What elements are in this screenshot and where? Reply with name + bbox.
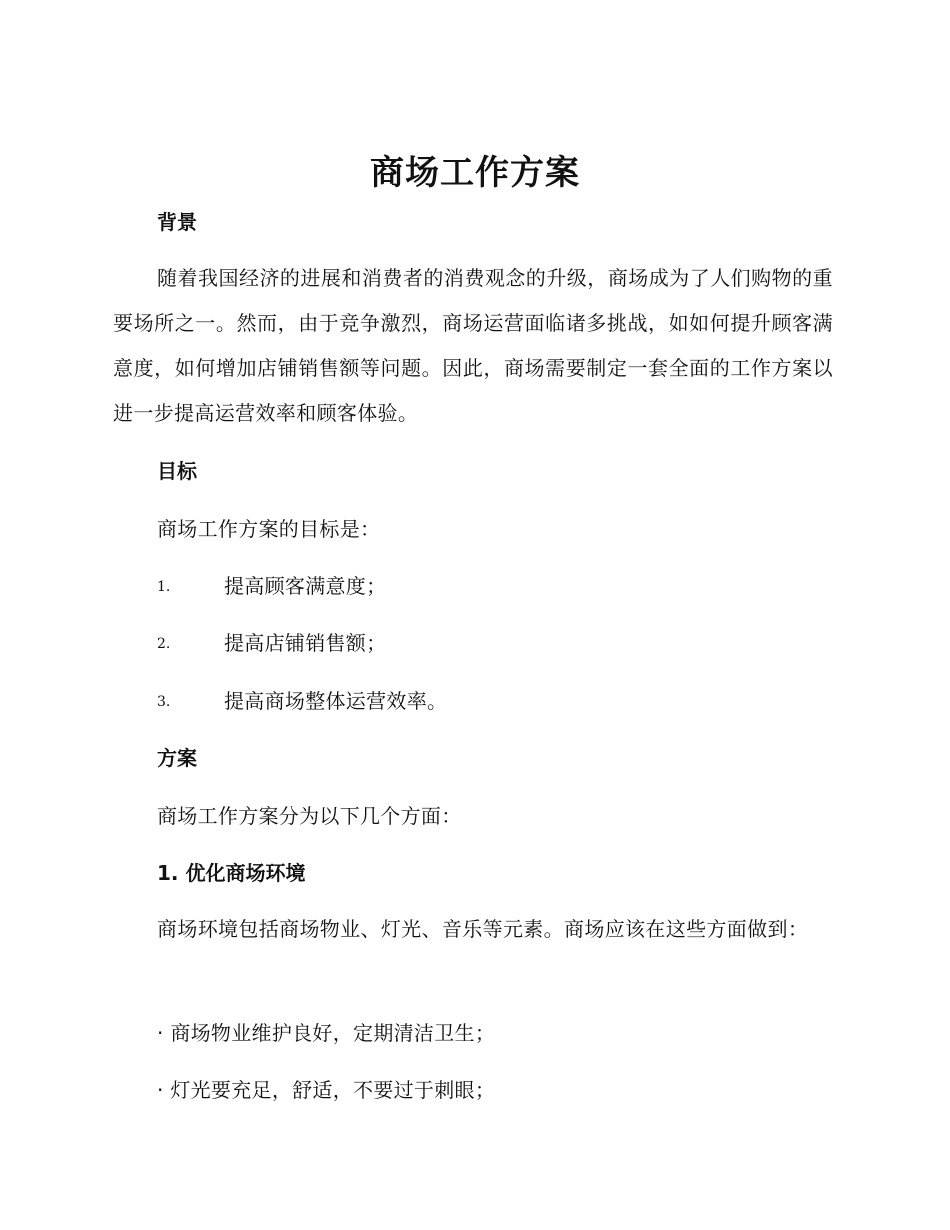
section-heading-plan: 方案 [157, 746, 197, 770]
background-paragraph: 随着我国经济的进展和消费者的消费观念的升级，商场成为了人们购物的重要场所之一。然而，由于竞争激烈，商场运营面临诸多挑战，如如何提升顾客满意度，如何增加店铺销售额等问题。因此，商场需要制定一套全面的工作方案以进一步提高运营效率和顾客体验。 [113, 266, 833, 425]
goal-list-item [157, 571, 837, 601]
goals-intro: 商场工作方案的目标是： [157, 517, 381, 541]
plan-intro: 商场工作方案分为以下几个方面： [157, 804, 462, 828]
subsection-paragraph: 商场环境包括商场物业、灯光、音乐等元素。商场应该在这些方面做到： [157, 917, 809, 941]
list-number: 3. [157, 694, 171, 710]
section-heading-background: 背景 [157, 210, 197, 234]
list-text: 提高顾客满意度； [224, 574, 387, 598]
section-heading-goals: 目标 [157, 459, 197, 483]
goal-list-item [157, 628, 837, 658]
list-text: 提高店铺销售额； [224, 631, 387, 655]
list-number: 2. [157, 636, 171, 652]
list-text: 提高商场整体运营效率。 [224, 689, 448, 713]
document-title: 商场工作方案 [370, 153, 580, 193]
subsection-heading: 1. 优化商场环境 [157, 861, 306, 885]
bullet-item: · 灯光要充足，舒适，不要过于刺眼； [157, 1078, 496, 1102]
list-number: 1. [157, 579, 171, 595]
bullet-item: · 商场物业维护良好，定期清洁卫生； [157, 1021, 496, 1045]
goal-list-item [157, 686, 837, 716]
